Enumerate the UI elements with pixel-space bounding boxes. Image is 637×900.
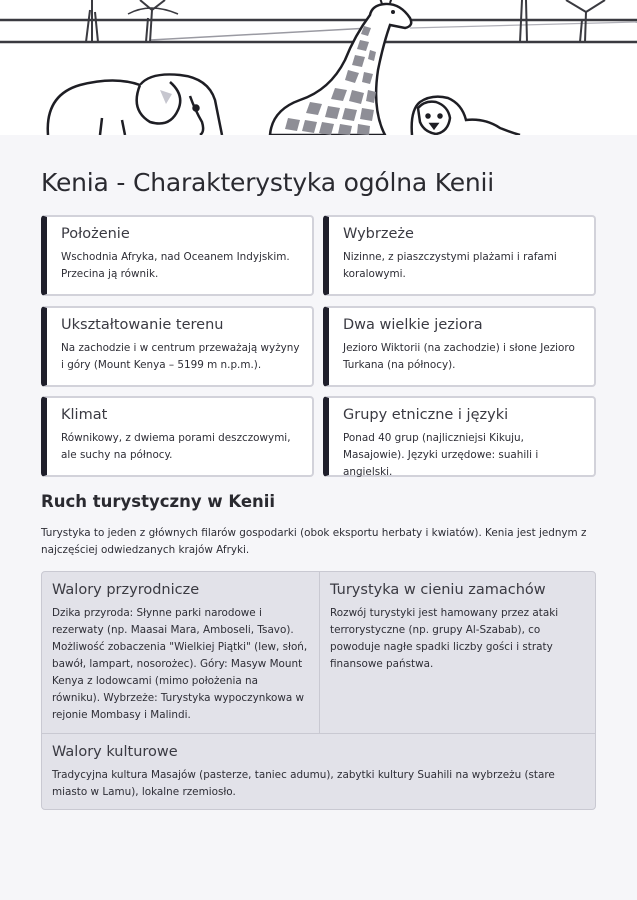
cell-title: Walory kulturowe (52, 744, 178, 760)
card-terrain (41, 306, 314, 387)
cultural-values-cell (42, 733, 596, 810)
elephant-icon (48, 74, 222, 135)
card-climate (41, 396, 314, 477)
cell-title: Turystyka w cieniu zamachów (330, 582, 546, 598)
card-title: Grupy etniczne i języki (343, 407, 509, 423)
cell-text: Tradycyjna kultura Masajów (pasterze, taniec adumu), zabytki kultury Suahili na wybrzeżu (stare miasto w Lamu), lokalne rzemiosło. (52, 769, 555, 798)
lion-icon (412, 97, 520, 135)
cell-title: Walory przyrodnicze (52, 582, 200, 598)
page-title: Kenia - Charakterystyka ogólna Kenii (41, 168, 495, 197)
terror-cell (320, 572, 596, 733)
acacia-tree-icon (86, 0, 98, 42)
card-text: Ponad 40 grup (najliczniejsi Kikuju, Masajowie). Języki urzędowe: suahili i angielski. (343, 432, 539, 478)
card-title: Położenie (61, 226, 130, 242)
tourism-panel (41, 571, 596, 810)
card-title: Wybrzeże (343, 226, 414, 242)
card-text: Nizinne, z piaszczystymi plażami i rafami koralowymi. (343, 251, 557, 280)
card-location (41, 215, 314, 296)
card-text: Równikowy, z dwiema porami deszczowymi, ale suchy na północy. (61, 432, 291, 461)
card-ethnic-groups (323, 396, 596, 477)
card-text: Na zachodzie i w centrum przeważają wyżyny i góry (Mount Kenya – 5199 m n.p.m.). (61, 342, 300, 371)
card-text: Wschodnia Afryka, nad Oceanem Indyjskim. Przecina ją równik. (61, 251, 290, 280)
hero-illustration (0, 0, 637, 135)
card-title: Dwa wielkie jeziora (343, 317, 483, 333)
natural-values-cell (42, 572, 320, 733)
card-title: Ukształtowanie terenu (61, 317, 224, 333)
card-lakes (323, 306, 596, 387)
tourism-intro: Turystyka to jeden z głównych filarów gospodarki (obok eksportu herbaty i kwiatów). Kenia jest jednym z najczęściej odwiedzanych krajów Afryki. (41, 527, 587, 556)
cell-text: Dzika przyroda: Słynne parki narodowe i rezerwaty (np. Maasai Mara, Amboseli, Tsavo). Możliwość zobaczenia "Wielkiej Piątki" (lew, słoń, bawół, lampart, nosorożec). Góry: Masyw Mount Kenya z lodowcami (mimo położenia na równiku). Wybrzeże: Turystyka wypoczynkowa w rejonie Mombasy i Malindi. (52, 607, 308, 721)
cell-text: Rozwój turystyki jest hamowany przez ataki terrorystyczne (np. grupy Al-Szabab), co powoduje nagłe spadki liczby gości i straty finansowe państwa. (330, 607, 559, 670)
card-text: Jezioro Wiktorii (na zachodzie) i słone Jezioro Turkana (na północy). (343, 342, 575, 371)
card-coast (323, 215, 596, 296)
card-title: Klimat (61, 407, 108, 423)
tourism-heading: Ruch turystyczny w Kenii (41, 492, 276, 511)
